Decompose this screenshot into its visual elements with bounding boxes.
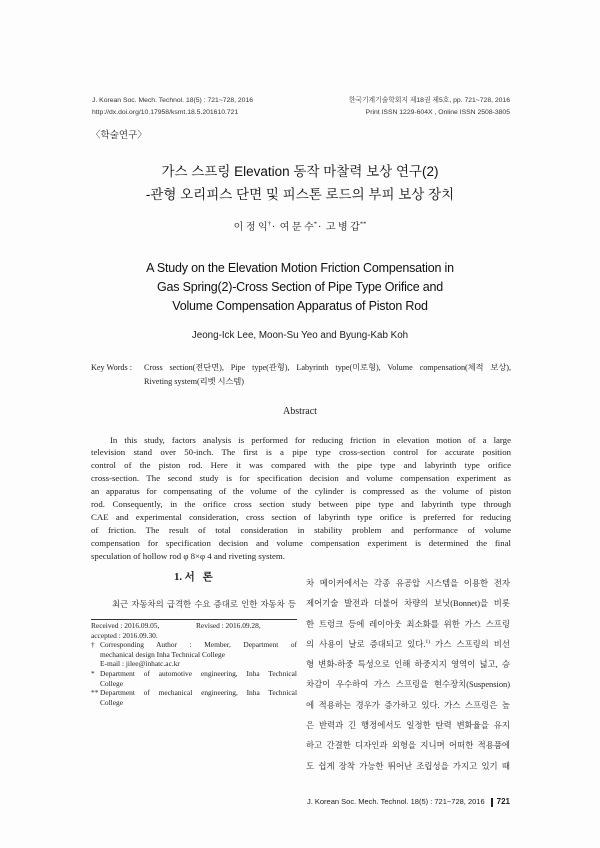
abstract-line: CAE and experimental consideration, cross section of labyrinth type orifice is preferred for reducing [91, 511, 511, 522]
title-english-line: A Study on the Elevation Motion Friction Compensation in [146, 260, 454, 275]
abstract-line: cross-section. The second study is for specification decision and volume compensation experiment as [91, 473, 511, 484]
issn-line: Print ISSN 1229-604X , Online ISSN 2508-3805 [365, 109, 510, 116]
page-number: 721 [496, 797, 510, 806]
keywords-block [91, 361, 511, 389]
authors-korean [0, 221, 600, 235]
author-separator: · [317, 222, 322, 233]
footnote-affiliation [91, 669, 297, 688]
section-heading-introduction: 1. 서 론 [174, 572, 213, 583]
keywords-list [144, 361, 511, 389]
page-footer [307, 796, 510, 808]
accepted-date: accepted : 2016.09.30. [91, 630, 158, 640]
author-mark: † [267, 220, 271, 228]
journal-citation-korean: 한국기계기술학회지 제18권 제5호, pp. 721~728, 2016 [348, 97, 510, 104]
footnote-mark: ** [91, 688, 99, 698]
footnote-divider [91, 619, 297, 620]
footnote-line: Department of mechanical engineering, Inha Technical [100, 688, 297, 698]
title-english-line: Gas Spring(2)-Cross Section of Pipe Type Orifice and [156, 279, 444, 294]
abstract-heading: Abstract [283, 406, 317, 417]
journal-header-left [92, 95, 253, 119]
authors-english: Jeong-Ick Lee, Moon-Su Yeo and Byung-Kab Koh [191, 330, 409, 341]
body-line: 도 쉽게 장착 가능한 뛰어난 조립성을 가지고 있기 때 [306, 761, 510, 771]
journal-citation: J. Korean Soc. Mech. Technol. 18(5) : 721~728, 2016 [92, 97, 254, 104]
author-mark: * [313, 220, 317, 228]
footnote-line: Department of automotive engineering, Inha Technical [100, 668, 297, 678]
article-category: 〈학술연구〉 [91, 131, 147, 141]
footnote-text [100, 688, 297, 707]
abstract-body [91, 434, 511, 563]
body-line: 하고 간결한 디자인과 외형을 지니며 어떠한 적용품에 [306, 741, 510, 751]
keywords-label: Key Words : [91, 363, 133, 372]
footnote-mark: * [91, 668, 95, 678]
author-email: E-mail : jilee@inhatc.ac.kr [100, 659, 180, 669]
body-line: 은 반력과 긴 행정에서도 일정한 탄력 변화율을 유지 [306, 721, 510, 731]
body-line: 차감이 우수하여 가스 스프링을 현수장치(Suspension) [306, 680, 510, 690]
author-name: 고 병 갑 [325, 222, 360, 233]
doi-link: http://dx.doi.org/10.17958/ksmt.18.5.201610.721 [92, 109, 239, 116]
abstract-line: compensation for specification decision and volume compensation experiment is determined the final [91, 537, 511, 548]
body-line: 차 메이커에서는 각종 유공압 시스템을 이용한 전자 [306, 579, 510, 588]
author-name: 이 정 익 [233, 222, 268, 233]
right-column-body [306, 574, 510, 777]
abstract-line: In this study, factors analysis is performed for reducing friction in elevation motion of a large [110, 434, 511, 445]
body-line [306, 635, 510, 655]
footer-citation: J. Korean Soc. Mech. Technol. 18(5) : 721~728, 2016 [306, 797, 485, 806]
footnote-corresponding-author [91, 640, 297, 669]
footnote-line: mechanical design Inha Technical College [100, 649, 225, 659]
title-english [0, 259, 600, 316]
abstract-line: television stand over 50-inch. The first is a pipe type cross-section control for accurate position [91, 447, 511, 458]
body-line: 한 트렁크 등에 레이아웃 최소화를 위한 가스 스프링 [306, 619, 510, 629]
footnote-affiliation [91, 688, 297, 707]
body-line: 에 적용하는 경우가 증가하고 있다. 가스 스프링은 높 [306, 700, 510, 710]
body-text: 의 사용이 날로 증대되고 있다. [306, 639, 426, 649]
body-text: 가스 스프링의 비선 [430, 639, 510, 649]
reference-marker: 1) [425, 639, 431, 646]
body-line: 제어기술 발전과 더불어 차량의 보닛(Bonnet)을 비롯 [306, 599, 510, 609]
abstract-line: an apparatus for compensating of the volume of the cylinder is compressed as the volume of piston [91, 486, 511, 497]
keywords-line: Riveting system(리벳 시스템) [144, 377, 245, 386]
footnote-mark: † [91, 640, 95, 650]
received-date: Received : 2016.09.05, [91, 621, 160, 630]
author-name: 여 문 수 [279, 222, 314, 233]
journal-header-right [349, 95, 510, 119]
footnotes [91, 621, 297, 707]
title-korean [0, 160, 600, 206]
footnote-line: College [100, 697, 123, 707]
abstract-line: of friction. The result of total consideration in stability problem and performance of volume [91, 524, 511, 535]
abstract-line: rod. Consequently, in the orifice cross section study between pipe type and labyrinth type through [91, 499, 511, 510]
footnote-line: College [100, 678, 123, 688]
title-english-line: Volume Compensation Apparatus of Piston Rod [172, 298, 428, 313]
keywords-line: Cross section(전단면), Pipe type(관형), Labyrinth type(미로형), Volume compensation(체적 보상), [144, 363, 511, 372]
received-dates [91, 621, 297, 631]
abstract-line: control of the piston rod. Here it was compared with the pipe type and labyrinth type orifice [91, 460, 511, 471]
subtitle-korean-line: -관형 오리피스 단면 및 피스톤 로드의 부피 보상 장치 [145, 187, 455, 202]
revised-date: Revised : 2016.09.28, [196, 621, 261, 630]
abstract-line: speculation of hollow rod φ 8×φ 4 and riveting system. [91, 550, 285, 561]
body-line: 최근 자동차의 급격한 수요 증대로 인한 자동차 등 [112, 600, 296, 609]
author-separator: · [271, 222, 276, 233]
author-mark: ** [359, 220, 367, 228]
body-line: 형 변화-하중 특성으로 인해 하중지지 영역이 넓고, 승 [306, 660, 510, 670]
footnote-line: Corresponding Author : Member, Department of [100, 640, 297, 650]
footnote-text [100, 640, 297, 669]
footnote-text [100, 669, 297, 688]
title-korean-line: 가스 스프링 Elevation 동작 마찰력 보상 연구(2) [161, 164, 439, 179]
footer-divider [491, 798, 493, 807]
